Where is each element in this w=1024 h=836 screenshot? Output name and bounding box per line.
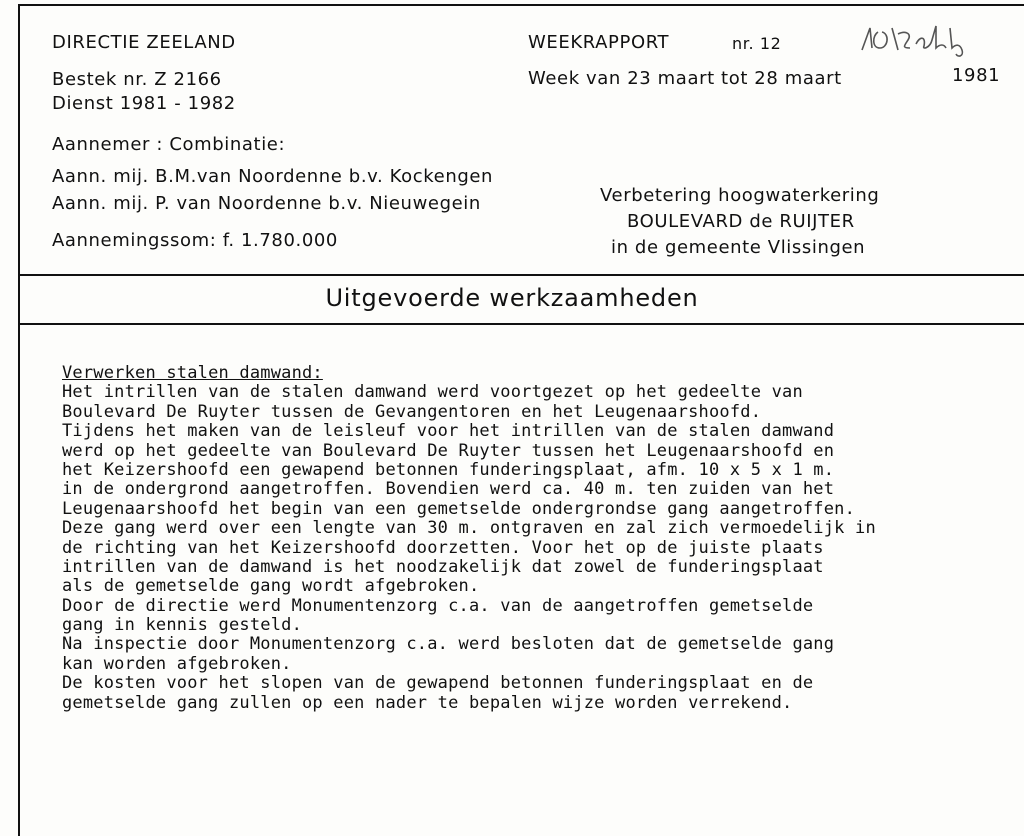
report-line: Na inspectie door Monumentenzorg c.a. werd besloten dat de gemetselde gang [62, 634, 835, 655]
report-line: gang in kennis gesteld. [62, 615, 303, 636]
report-line: Boulevard De Ruyter tussen de Gevangentoren en het Leugenaarshoofd. [62, 401, 762, 422]
directie-label: DIRECTIE ZEELAND [52, 32, 236, 53]
project-line-3: in de gemeente Vlissingen [611, 237, 866, 258]
aannemer-title: Aannemer : Combinatie: [52, 134, 286, 155]
report-line: gemetselde gang zullen op een nader te bepalen wijze worden verrekend. [62, 692, 793, 713]
report-heading: Verwerken stalen damwand: [62, 363, 323, 383]
report-line: het Keizershoofd een gewapend betonnen funderingsplaat, afm. 10 x 5 x 1 m. [62, 459, 835, 480]
report-line: Door de directie werd Monumentenzorg c.a. van de aangetroffen gemetselde [62, 595, 814, 616]
aannemer-line-1: Aann. mij. B.M.van Noordenne b.v. Kockengen [52, 166, 494, 187]
handwritten-signature [858, 22, 976, 62]
bestek-number: Bestek nr. Z 2166 [52, 69, 222, 90]
report-line: Deze gang werd over een lengte van 30 m. ontgraven en zal zich vermoedelijk in [62, 518, 876, 539]
dienst-years: Dienst 1981 - 1982 [52, 93, 236, 114]
report-line: intrillen van de damwand is het noodzakelijk dat zowel de funderingsplaat [62, 556, 824, 577]
report-line: als de gemetselde gang wordt afgebroken. [62, 576, 480, 597]
report-line: Het intrillen van de stalen damwand werd voortgezet op het gedeelte van [62, 382, 803, 403]
report-line: in de ondergrond aangetroffen. Bovendien werd ca. 40 m. ten zuiden van het [62, 479, 835, 500]
header-divider [18, 274, 1024, 276]
project-line-1: Verbetering hoogwaterkering [600, 185, 880, 206]
project-line-2: BOULEVARD de RUIJTER [627, 211, 855, 232]
report-line: Tijdens het maken van de leisleuf voor het intrillen van de stalen damwand [62, 421, 835, 442]
section-title: Uitgevoerde werkzaamheden [325, 284, 699, 312]
aannemingssom: Aannemingssom: f. 1.780.000 [52, 230, 338, 251]
report-body [62, 364, 1022, 713]
report-line: de richting van het Keizershoofd doorzetten. Voor het op de juiste plaats [62, 537, 824, 558]
weekrapport-label: WEEKRAPPORT [528, 32, 670, 53]
report-year: 1981 [952, 65, 1001, 86]
week-period: Week van 23 maart tot 28 maart [528, 68, 842, 89]
section-divider [18, 323, 1024, 325]
report-line: werd op het gedeelte van Boulevard De Ruyter tussen het Leugenaarshoofd en [62, 440, 835, 461]
report-line: Leugenaarshoofd het begin van een gemetselde ondergrondse gang aangetroffen. [62, 498, 856, 519]
aannemer-line-2: Aann. mij. P. van Noordenne b.v. Nieuwegein [52, 193, 481, 214]
report-line: kan worden afgebroken. [62, 653, 292, 674]
report-line: De kosten voor het slopen van de gewapend betonnen funderingsplaat en de [62, 673, 814, 694]
report-number: nr. 12 [732, 34, 782, 53]
